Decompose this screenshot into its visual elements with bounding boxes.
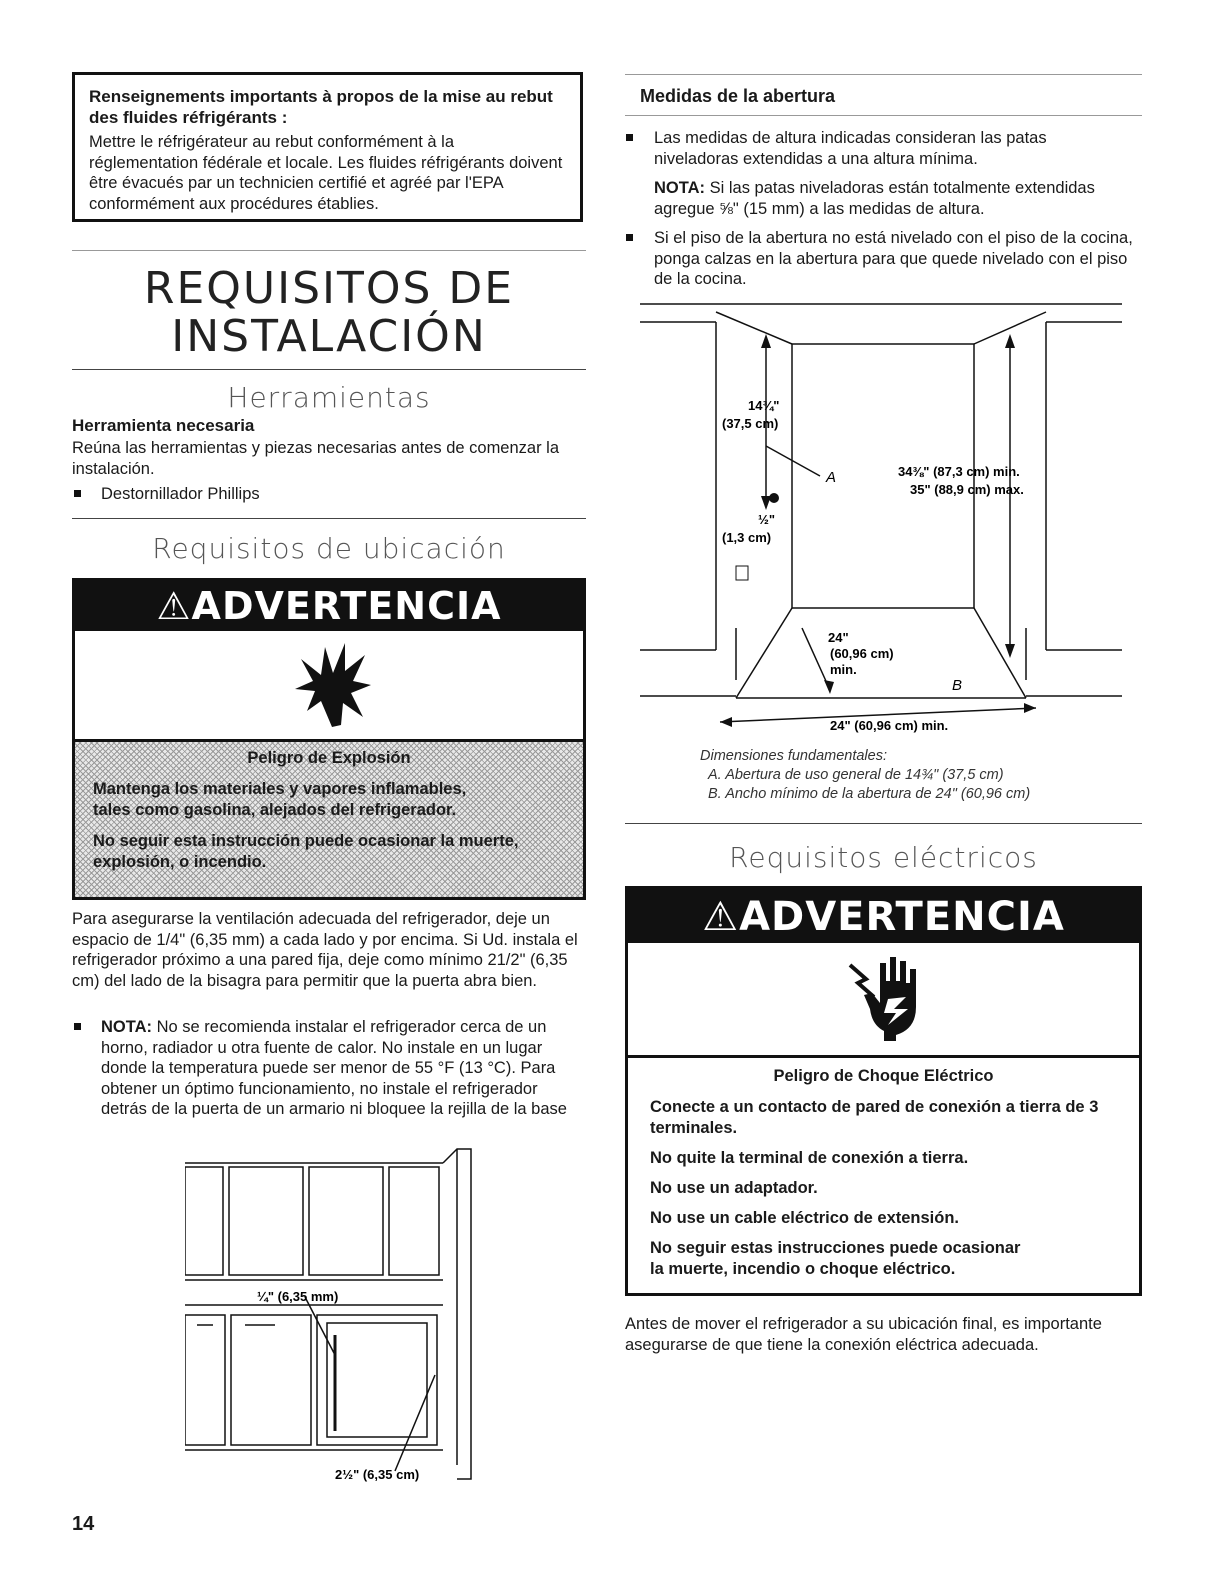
dim-half-inch: ½" <box>758 512 776 527</box>
divider <box>625 823 1142 824</box>
warning-icon-panel <box>75 629 583 742</box>
figure-caption <box>700 747 1030 804</box>
divider <box>72 369 586 370</box>
warning-text-panel <box>628 1056 1139 1293</box>
dim-height-max: 35" (88,9 cm) max. <box>910 482 1024 497</box>
warning-line-4: explosión, o incendio. <box>93 853 267 871</box>
caption-a: A. Abertura de uso general de 14¾" (37,5 cm) <box>708 767 1004 783</box>
label-b: B <box>952 677 963 694</box>
warning-hazard-title: Peligro de Choque Eléctrico <box>773 1067 994 1085</box>
note-text: No se recomienda instalar el refrigerador cerca de un horno, radiador u otra fuente de calor. No instale en un lugar donde la temperatura puede ser menor de 55 °F (13 °C). Para obtener un óptimo funcionamiento, no instale el refrigerador detrás de la puerta de un armario ni bloquee la rejilla de la base <box>101 1018 567 1118</box>
note-label: NOTA: <box>654 179 706 197</box>
warning-line-3: No use un adaptador. <box>650 1179 818 1197</box>
section-heading-location: Requisitos de ubicación <box>152 532 506 565</box>
explosion-warning <box>72 578 586 900</box>
section-heading-tools: Herramientas <box>227 381 431 414</box>
opening-heading: Medidas de la abertura <box>640 86 836 106</box>
warning-line-5: No seguir estas instrucciones puede ocasionar <box>650 1239 1021 1257</box>
note-label: NOTA: <box>101 1018 153 1036</box>
warning-line-1: Mantenga los materiales y vapores inflamables, <box>93 780 467 798</box>
warning-line-1: Conecte a un contacto de pared de conexión a tierra de 3 terminales. <box>650 1098 1099 1137</box>
opening-bullet-2: Si el piso de la abertura no está nivelado con el piso de la cocina, ponga calzas en la abertura para que quede nivelado con el piso de la cocina. <box>654 229 1133 288</box>
notice-body: Mettre le réfrigérateur au rebut conformément à la réglementation fédérale et locale. Les fluides réfrigérants doivent être évacués par un technicien certifié et agréé par l'EPA conformément aux procédures établies. <box>89 133 563 213</box>
dim-depth-min: min. <box>830 662 857 677</box>
notice-box <box>72 72 583 222</box>
page-title-line-1: REQUISITOS DE <box>143 263 515 314</box>
opening-bullet-1: Las medidas de altura indicadas consideran las patas niveladoras extendidas a una altura mínima. <box>654 129 1047 168</box>
warning-banner-text: ADVERTENCIA <box>191 584 502 628</box>
warning-text-panel <box>75 740 583 897</box>
page-title-line-2: INSTALACIÓN <box>171 311 487 362</box>
dim-depth-inches: 24" <box>828 630 849 645</box>
divider <box>72 250 586 251</box>
opening-note <box>654 178 1134 219</box>
bullet-icon <box>74 1023 81 1030</box>
dim-half-cm: (1,3 cm) <box>722 530 772 545</box>
warning-icon-panel <box>628 941 1139 1058</box>
tools-subheading: Herramienta necesaria <box>72 416 255 435</box>
warning-line-2: tales como gasolina, alejados del refrigerador. <box>93 801 457 819</box>
caption-title: Dimensiones fundamentales: <box>700 748 887 764</box>
warning-banner <box>628 889 1139 941</box>
dim-height-min: 34⅜" (87,3 cm) min. <box>898 464 1020 479</box>
ventilation-note <box>101 1017 584 1120</box>
electric-shock-icon <box>840 951 930 1041</box>
electrical-closing: Antes de mover el refrigerador a su ubicación final, es importante asegurarse de que tiene la conexión eléctrica adecuada. <box>625 1315 1102 1354</box>
dim-width: 24" (60,96 cm) min. <box>830 718 949 733</box>
ventilation-paragraph: Para asegurarse la ventilación adecuada del refrigerador, deje un espacio de 1/4" (6,35 mm) a cada lado y por encima. Si Ud. instala el refrigerador próximo a una pared fija, deje como mínimo 21/2" (6,35 cm) del lado de la bisagra para permitir que la puerta abra bien. <box>72 910 578 990</box>
page-title <box>72 265 586 361</box>
opening-dimensions-diagram <box>640 298 1124 738</box>
divider <box>625 115 1142 116</box>
cabinet-clearance-diagram <box>185 1145 485 1485</box>
warning-line-3: No seguir esta instrucción puede ocasionar la muerte, <box>93 832 519 850</box>
caption-b: B. Ancho mínimo de la abertura de 24" (60,96 cm) <box>708 786 1031 802</box>
warning-banner <box>75 581 583 629</box>
dim-a-inches: 14¾" <box>748 398 780 413</box>
dim-depth-cm: (60,96 cm) <box>830 646 894 661</box>
warning-line-6: la muerte, incendio o choque eléctrico. <box>650 1260 956 1278</box>
warning-hazard-title: Peligro de Explosión <box>247 749 411 767</box>
cabinet-label-bottom: 2½" (6,35 cm) <box>335 1467 420 1482</box>
bullet-icon <box>626 134 633 141</box>
dim-a-cm: (37,5 cm) <box>722 416 779 431</box>
cabinet-label-top: ¼" (6,35 mm) <box>257 1289 339 1304</box>
notice-title: Renseignements importants à propos de la mise au rebut des fluides réfrigérants : <box>89 87 553 127</box>
label-a: A <box>826 469 837 486</box>
section-heading-electrical: Requisitos eléctricos <box>729 841 1038 874</box>
explosion-icon <box>287 639 377 729</box>
divider <box>625 74 1142 75</box>
electrical-warning <box>625 886 1142 1296</box>
page-number: 14 <box>72 1513 95 1535</box>
warning-triangle-icon: ⚠ <box>156 584 192 628</box>
bullet-icon <box>626 234 633 241</box>
warning-line-2: No quite la terminal de conexión a tierra. <box>650 1149 969 1167</box>
note-text: Si las patas niveladoras están totalmente extendidas agregue ⅝" (15 mm) a las medidas de altura. <box>654 179 1095 218</box>
warning-line-4: No use un cable eléctrico de extensión. <box>650 1209 960 1227</box>
bullet-icon <box>74 490 81 497</box>
warning-triangle-icon: ⚠ <box>702 894 740 940</box>
tools-intro: Reúna las herramientas y piezas necesarias antes de comenzar la instalación. <box>72 439 560 478</box>
warning-banner-text: ADVERTENCIA <box>739 894 1065 940</box>
tools-item: Destornillador Phillips <box>101 485 260 503</box>
divider <box>72 518 586 519</box>
